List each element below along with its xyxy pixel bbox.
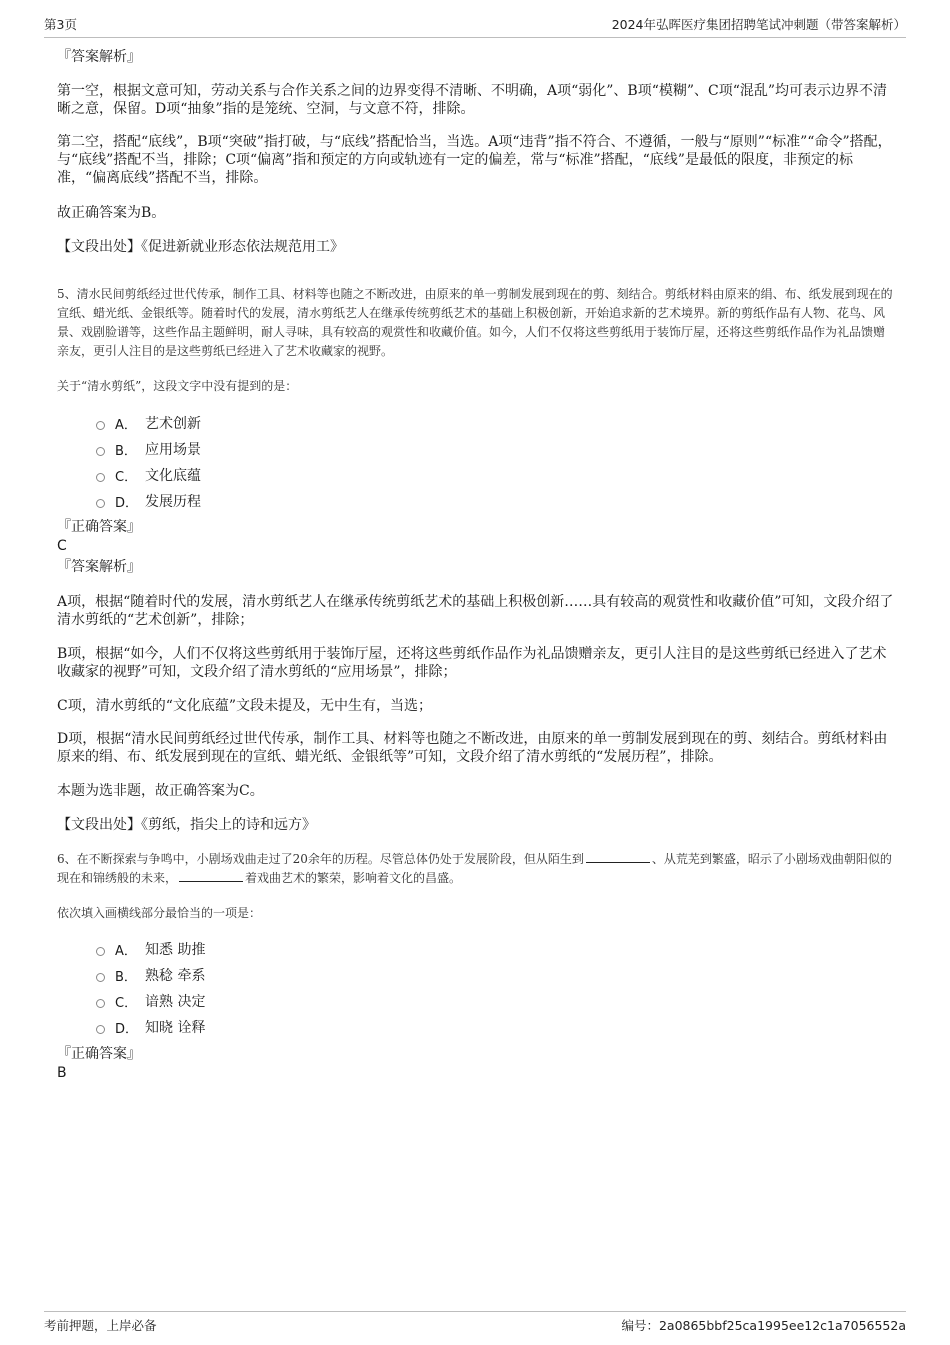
q4-analysis-para1: 第一空，根据文意可知，劳动关系与合作关系之间的边界变得不清晰、不明确，A项“弱化”、B项“模糊”、C项“混乱”均可表示边界不清晰之意，保留。D项“抽象”指的是笼统、空洞，与文意不符，排除。 bbox=[57, 83, 888, 117]
q4-analysis-para2: 第二空，搭配“底线”，B项“突破”指打破，与“底线”搭配恰当，当选。A项“违背”指不符合、不遵循，一般与“原则”“标准”“命令”搭配，与“底线”搭配不当，排除；C项“偏离”指和预定的方向或轨迹有一定的偏差，常与“标准”搭配，“底线”是最低的限度，非预定的标准，“偏离底线”搭配不当，排除。 bbox=[57, 134, 892, 186]
option-text: 文化底蕴 bbox=[145, 468, 201, 484]
q5-stem: 5、清水民间剪纸经过世代传承，制作工具、材料等也随之不断改进，由原来的单一剪制发展到现在的剪、刻结合。剪纸材料由原来的绢、布、纸发展到现在的宣纸、蜡光纸、金银纸等。随着时代的发展，清水剪纸艺人在继承传统剪纸艺术的基础上积极创新，开始追求新的艺术境界。新的剪纸作品有人物、花鸟、风景、戏剧脸谱等，这些作品主题鲜明，耐人寻味，具有较高的观赏性和收藏价值。如今，人们不仅将这些剪纸用于装饰厅屋，还将这些剪纸作品作为礼品馈赠亲友，更引人注目的是这些剪纸已经进入了艺术收藏家的视野。 bbox=[57, 287, 893, 358]
q6-stem: 6、在不断探索与争鸣中，小剧场戏曲走过了20余年的历程。尽管总体仍处于发展阶段，但从陌生到 、从荒芜到繁盛，昭示了小剧场戏曲朝阳似的现在和锦绣般的未来， 着戏曲艺术的繁荣，影响着文化的昌盛。 bbox=[57, 852, 892, 885]
radio-button-icon[interactable] bbox=[96, 421, 105, 430]
option-text: 知晓 诠释 bbox=[145, 1020, 206, 1036]
q6-options bbox=[96, 936, 205, 1040]
q6-option-d[interactable]: D． 知晓 诠释 bbox=[96, 1014, 205, 1040]
document-serial: 编号：2a0865bbf25ca1995ee12c1a7056552a bbox=[621, 1318, 906, 1333]
radio-button-icon[interactable] bbox=[96, 499, 105, 508]
q5-answer-value: C bbox=[57, 538, 67, 554]
q5-analysis-d: D项，根据“清水民间剪纸经过世代传承，制作工具、材料等也随之不断改进，由原来的单一剪制发展到现在的剪、刻结合。剪纸材料由原来的绢、布、纸发展到现在的宣纸、蜡光纸、金银纸等”可知，文段介绍了清水剪纸的“发展历程”，排除。 bbox=[57, 731, 888, 765]
q6-question: 依次填入画横线部分最恰当的一项是： bbox=[57, 906, 262, 920]
q5-answer-label: 『正确答案』 bbox=[57, 519, 141, 535]
q5-option-d[interactable]: D． 发展历程 bbox=[96, 488, 201, 514]
q5-option-b[interactable]: B． 应用场景 bbox=[96, 436, 201, 462]
page-header bbox=[44, 14, 906, 38]
radio-button-icon[interactable] bbox=[96, 473, 105, 482]
q5-question: 关于“清水剪纸”，这段文字中没有提到的是： bbox=[57, 379, 298, 393]
q4-conclusion: 故正确答案为B。 bbox=[57, 205, 166, 221]
radio-button-icon[interactable] bbox=[96, 1025, 105, 1034]
option-text: 发展历程 bbox=[145, 494, 201, 510]
radio-button-icon[interactable] bbox=[96, 947, 105, 956]
q5-analysis-a: A项，根据“随着时代的发展，清水剪纸艺人在继承传统剪纸艺术的基础上积极创新……具有较高的观赏性和收藏价值”可知，文段介绍了清水剪纸的“艺术创新”，排除； bbox=[57, 594, 894, 628]
option-text: 艺术创新 bbox=[145, 416, 201, 432]
option-text: 应用场景 bbox=[145, 442, 201, 458]
footer-slogan: 考前押题，上岸必备 bbox=[44, 1318, 157, 1333]
page-footer bbox=[44, 1311, 906, 1335]
option-text: 知悉 助推 bbox=[145, 942, 206, 958]
page-number: 第3页 bbox=[44, 17, 77, 32]
q5-analysis-label: 『答案解析』 bbox=[57, 559, 141, 575]
q6-option-b[interactable]: B． 熟稔 牵系 bbox=[96, 962, 205, 988]
document-title: 2024年弘晖医疗集团招聘笔试冲刺题（带答案解析） bbox=[611, 17, 906, 32]
q6-answer-label: 『正确答案』 bbox=[57, 1046, 141, 1062]
q5-option-c[interactable]: C． 文化底蕴 bbox=[96, 462, 201, 488]
radio-button-icon[interactable] bbox=[96, 999, 105, 1008]
q5-analysis-b: B项，根据“如今，人们不仅将这些剪纸用于装饰厅屋，还将这些剪纸作品作为礼品馈赠亲友，更引人注目的是这些剪纸已经进入了艺术收藏家的视野”可知，文段介绍了清水剪纸的“应用场景”，排除； bbox=[57, 646, 887, 680]
radio-button-icon[interactable] bbox=[96, 447, 105, 456]
radio-button-icon[interactable] bbox=[96, 973, 105, 982]
q4-source: 【文段出处】《促进新就业形态依法规范用工》 bbox=[57, 239, 344, 255]
blank-line-2 bbox=[179, 869, 243, 882]
q5-option-a[interactable]: A． 艺术创新 bbox=[96, 410, 201, 436]
option-text: 谙熟 决定 bbox=[145, 994, 206, 1010]
option-text: 熟稔 牵系 bbox=[145, 968, 206, 984]
q6-option-c[interactable]: C． 谙熟 决定 bbox=[96, 988, 205, 1014]
blank-line-1 bbox=[586, 850, 650, 863]
q5-analysis-c: C项，清水剪纸的“文化底蕴”文段未提及，无中生有，当选； bbox=[57, 698, 433, 714]
q6-answer-value: B bbox=[57, 1065, 67, 1081]
q5-conclusion: 本题为选非题，故正确答案为C。 bbox=[57, 783, 264, 799]
q6-option-a[interactable]: A． 知悉 助推 bbox=[96, 936, 205, 962]
q4-analysis-label: 『答案解析』 bbox=[57, 49, 141, 65]
q5-options bbox=[96, 410, 201, 514]
q5-source: 【文段出处】《剪纸，指尖上的诗和远方》 bbox=[57, 817, 316, 833]
